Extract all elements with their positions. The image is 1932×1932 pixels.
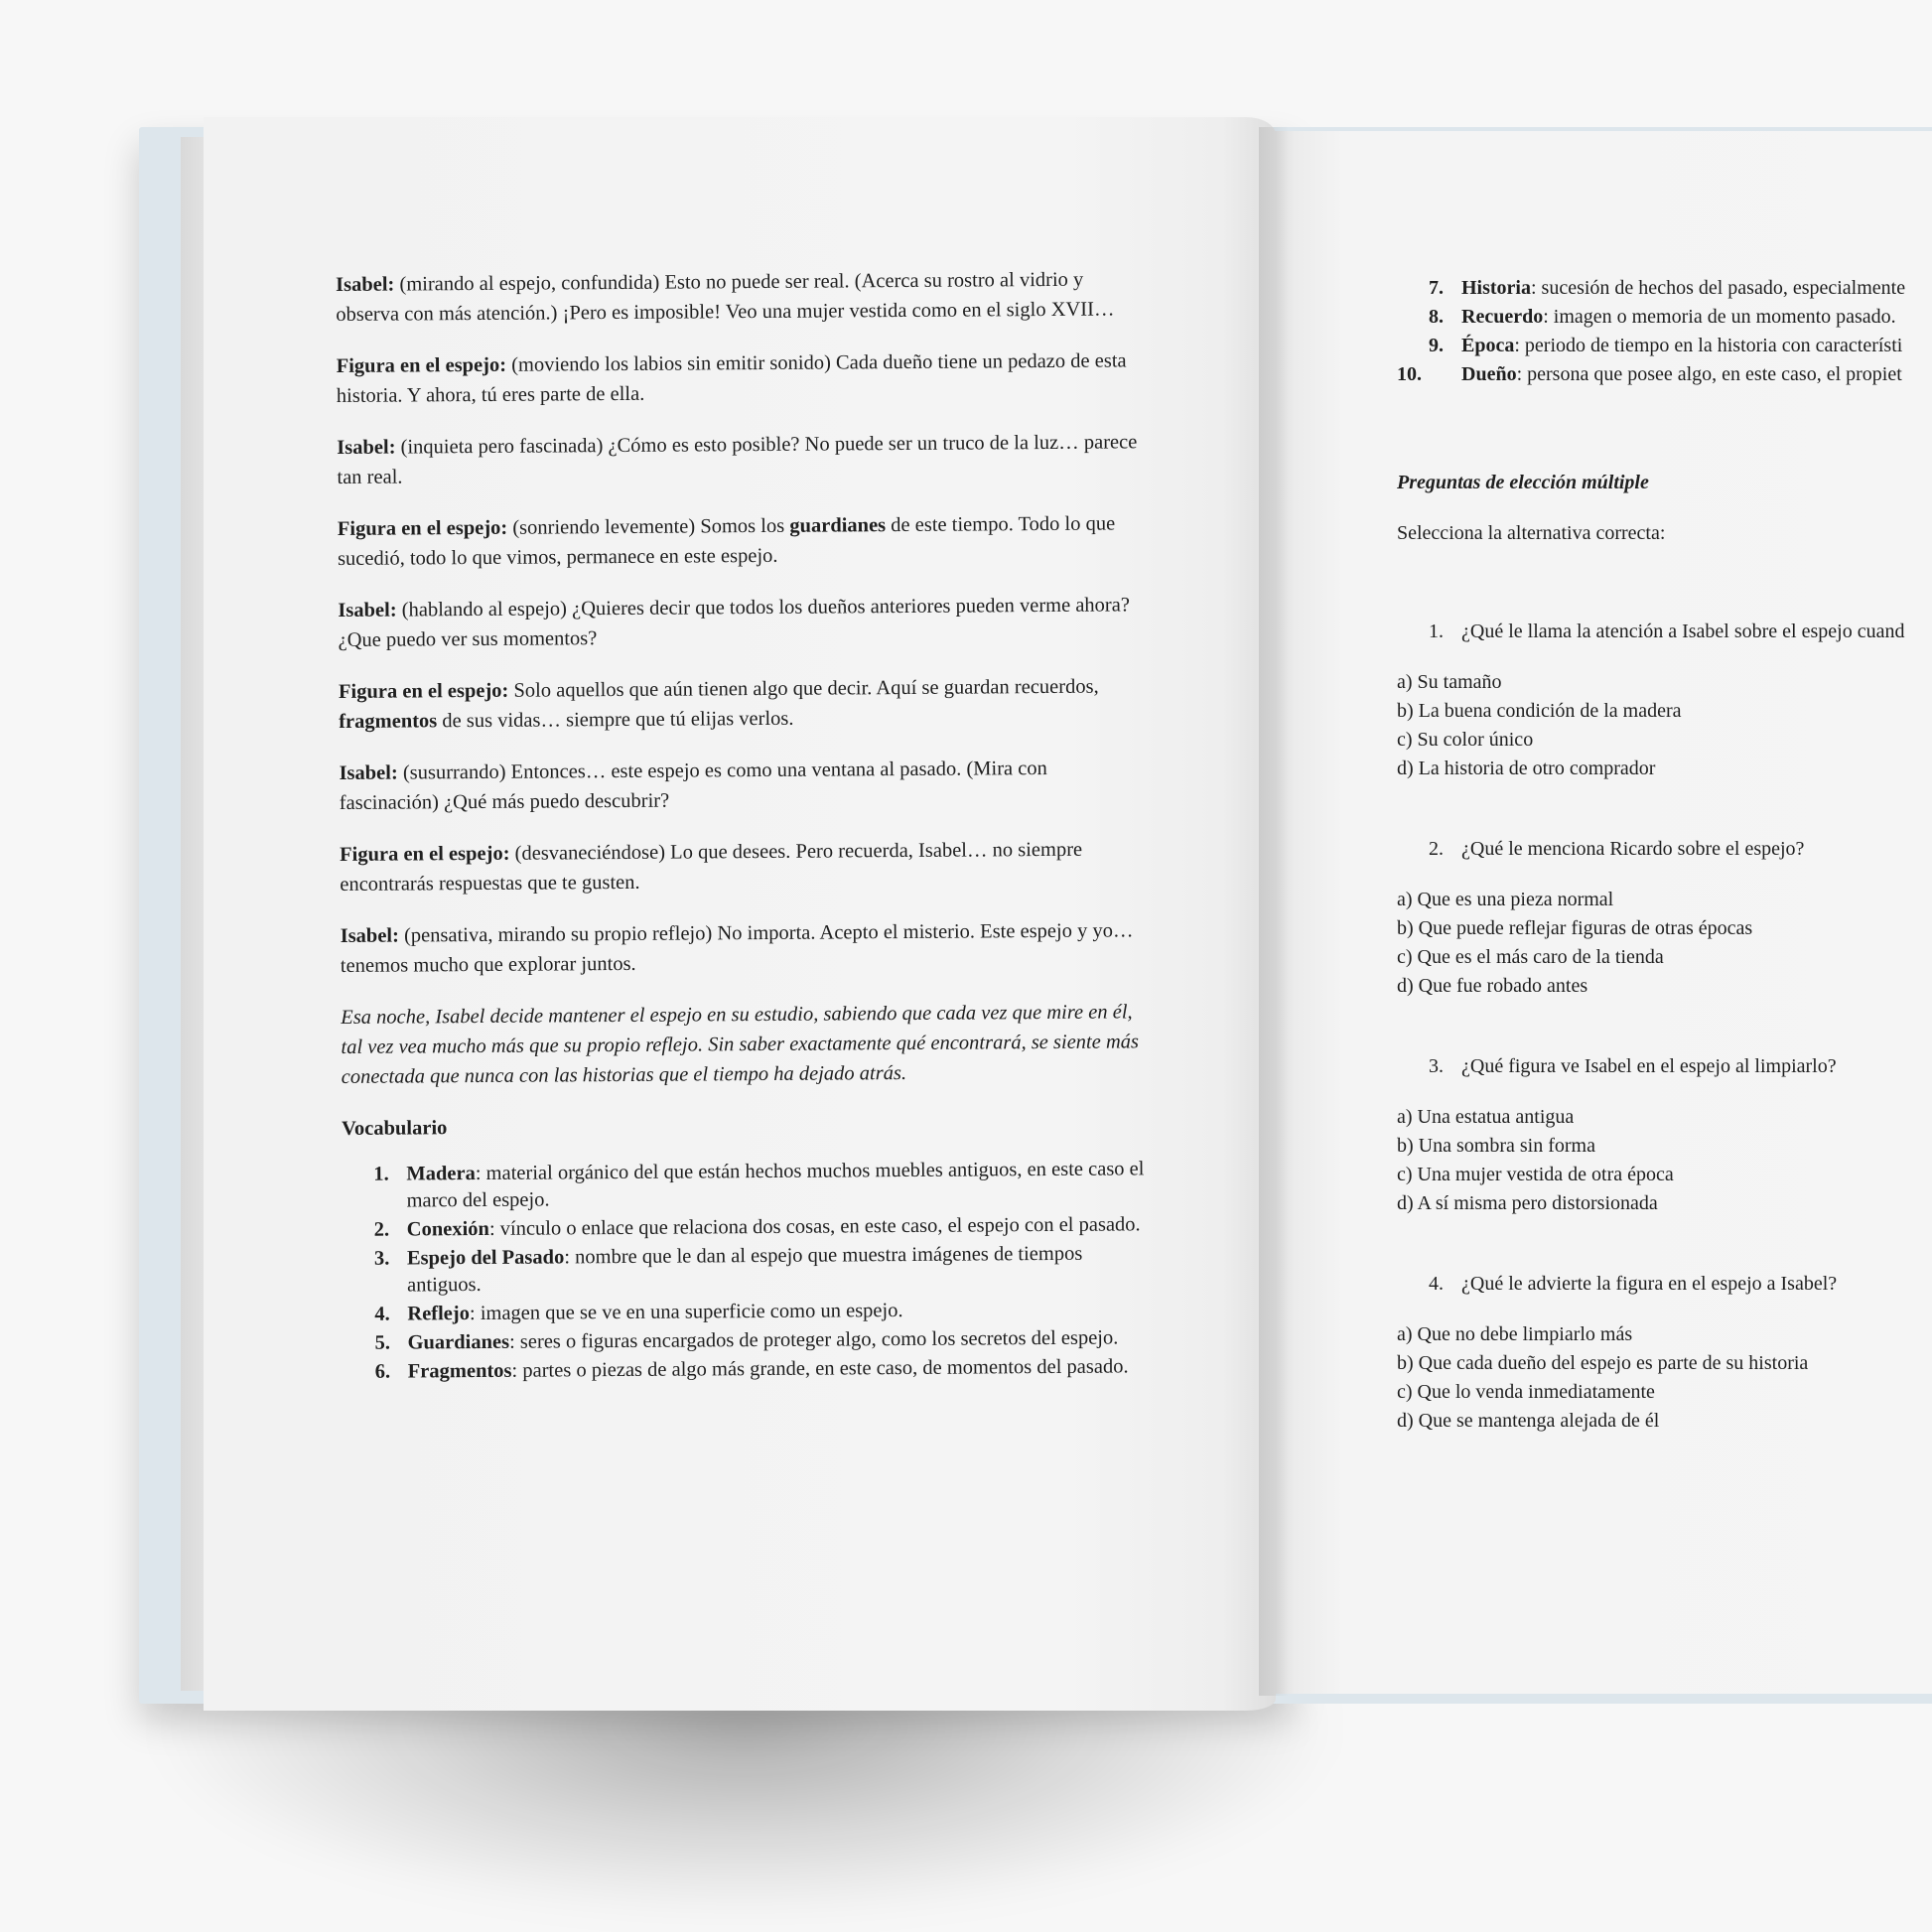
- vocab-item: 3. Espejo del Pasado: nombre que le dan al espejo que muestra imágenes de tiempos antiguos.: [373, 1242, 1083, 1297]
- option: a) Una estatua antigua: [1397, 1106, 1575, 1128]
- answer-options: [1397, 886, 1932, 1001]
- book-gutter: [1259, 127, 1289, 1696]
- dialogue-line: Figura en el espejo: Solo aquellos que aún tienen algo que decir. Aquí se guardan recuerdos, fragmentos de sus vidas… siempre que tú elijas verlos.: [338, 675, 1099, 733]
- option: c) Su color único: [1397, 729, 1534, 751]
- question: 1. ¿Qué le llama la atención a Isabel sobre el espejo cuand: [1429, 621, 1905, 642]
- option: a) Su tamaño: [1397, 671, 1502, 693]
- option: d) La historia de otro comprador: [1397, 758, 1656, 779]
- vocab-item: 2. Conexión: vínculo o enlace que relaciona dos cosas, en este caso, el espejo con el pasado.: [373, 1213, 1141, 1241]
- vocab-item: 6. Fragmentos: partes o piezas de algo más grande, en este caso, de momentos del pasado.: [374, 1355, 1129, 1383]
- answer-options: [1397, 1103, 1932, 1218]
- left-page-text: [336, 264, 1156, 1388]
- option: b) Una sombra sin forma: [1397, 1135, 1595, 1157]
- option: b) La buena condición de la madera: [1397, 700, 1682, 722]
- vocab-heading: Vocabulario: [341, 1117, 448, 1140]
- option: b) Que puede reflejar figuras de otras épocas: [1397, 917, 1753, 939]
- section-title: Preguntas de elección múltiple: [1397, 472, 1649, 493]
- dialogue-line: Figura en el espejo: (sonriendo levemente) Somos los guardianes de este tiempo. Todo lo que sucedió, todo lo que vimos, permanece en este espejo.: [337, 512, 1116, 570]
- option: a) Que no debe limpiarlo más: [1397, 1323, 1633, 1345]
- dialogue-line: Figura en el espejo: (desvaneciéndose) Lo que desees. Pero recuerda, Isabel… no siempre encontrarás respuestas que te gusten.: [340, 838, 1083, 896]
- question: 3. ¿Qué figura ve Isabel en el espejo al limpiarlo?: [1429, 1055, 1837, 1077]
- vocab-item: 5. Guardianes: seres o figuras encargados de proteger algo, como los secretos del espejo.: [374, 1326, 1119, 1354]
- option: d) Que se mantenga alejada de él: [1397, 1410, 1660, 1432]
- dialogue-line: Isabel: (inquieta pero fascinada) ¿Cómo es esto posible? No puede ser un truco de la luz… parece tan real.: [337, 431, 1138, 488]
- dialogue-line: Figura en el espejo: (moviendo los labios sin emitir sonido) Cada dueño tiene un pedazo de esta historia. Y ahora, tú eres parte de ella.: [336, 349, 1127, 407]
- vocab-list-continued: [1397, 274, 1932, 389]
- option: c) Que es el más caro de la tienda: [1397, 946, 1664, 968]
- option: c) Una mujer vestida de otra época: [1397, 1164, 1674, 1185]
- right-page-text: [1397, 274, 1932, 1487]
- option: d) Que fue robado antes: [1397, 975, 1588, 997]
- option: d) A sí misma pero distorsionada: [1397, 1192, 1658, 1214]
- dialogue-line: Isabel: (susurrando) Entonces… este espejo es como una ventana al pasado. (Mira con fascinación) ¿Qué más puedo descubrir?: [339, 758, 1047, 814]
- vocab-item: 10. Dueño: persona que posee algo, en este caso, el propiet: [1397, 363, 1902, 385]
- narration-paragraph: Esa noche, Isabel decide mantener el espejo en su estudio, sabiendo que cada vez que mire en él, tal vez vea mucho más que su propio reflejo. Sin saber exactamente qué encontrará, se siente más conectada que nunca con las historias que el tiempo ha dejado atrás.: [341, 1001, 1140, 1088]
- dialogue-line: Isabel: (hablando al espejo) ¿Quieres decir que todos los dueños anteriores pueden verme ahora? ¿Que puedo ver sus momentos?: [338, 594, 1130, 651]
- option: a) Que es una pieza normal: [1397, 889, 1614, 910]
- vocab-item: 7. Historia: sucesión de hechos del pasado, especialmente: [1429, 277, 1906, 299]
- vocab-item: 4. Reflejo: imagen que se ve en una superficie como un espejo.: [374, 1300, 903, 1325]
- dialogue-line: Isabel: (mirando al espejo, confundida) Esto no puede ser real. (Acerca su rostro al vidrio y observa con más atención.) ¡Pero es imposible! Veo una mujer vestida como en el siglo XVII…: [336, 268, 1115, 326]
- vocab-item: 8. Recuerdo: imagen o memoria de un momento pasado.: [1429, 306, 1896, 328]
- vocab-list: [342, 1156, 1156, 1386]
- vocab-item: 9. Época: periodo de tiempo en la historia con característi: [1429, 335, 1903, 356]
- dialogue-line: Isabel: (pensativa, mirando su propio reflejo) No importa. Acepto el misterio. Este espejo y yo… tenemos mucho que explorar juntos.: [340, 919, 1134, 977]
- option: c) Que lo venda inmediatamente: [1397, 1381, 1655, 1403]
- instruction-text: Selecciona la alternativa correcta:: [1397, 522, 1666, 544]
- book-shadow: [159, 1678, 1330, 1916]
- option: b) Que cada dueño del espejo es parte de su historia: [1397, 1352, 1809, 1374]
- answer-options: [1397, 668, 1932, 783]
- answer-options: [1397, 1320, 1932, 1436]
- question: 4. ¿Qué le advierte la figura en el espejo a Isabel?: [1429, 1273, 1838, 1295]
- question: 2. ¿Qué le menciona Ricardo sobre el espejo?: [1429, 838, 1805, 860]
- vocab-item: 1. Madera: material orgánico del que están hechos muchos muebles antiguos, en este caso el marco del espejo.: [373, 1158, 1145, 1212]
